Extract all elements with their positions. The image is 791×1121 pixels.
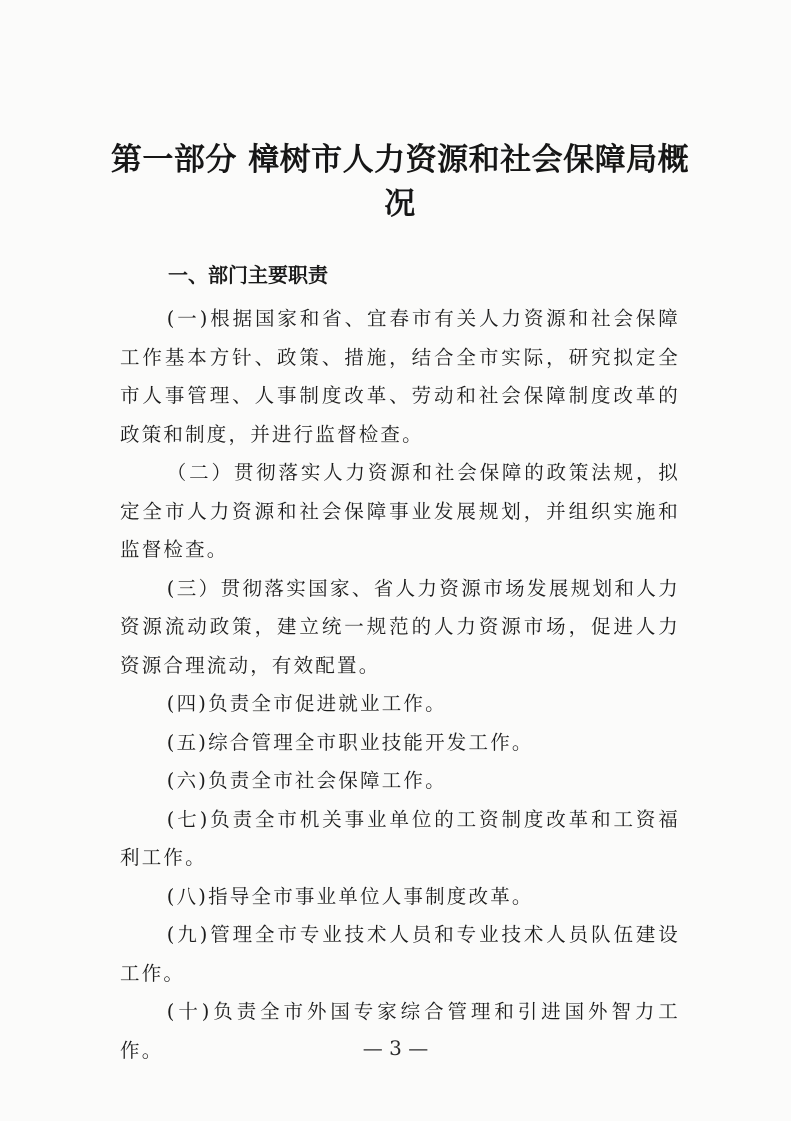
duty-item-5: (五)综合管理全市职业技能开发工作。 (166, 730, 534, 754)
page-number: — 3 — (362, 1036, 429, 1060)
duty-item-2: （二）贯彻落实人力资源和社会保障的政策法规，拟定全市人力资源和社会保障事业发展规划，并组织实施和监督检查。 (120, 461, 680, 561)
duty-item-3: (三）贯彻落实国家、省人力资源市场发展规划和人力资源流动政策，建立统一规范的人力资源市场，促进人力资源合理流动，有效配置。 (120, 576, 680, 677)
duty-item-7: (七)负责全市机关事业单位的工资制度改革和工资福利工作。 (120, 807, 680, 869)
duty-item-8: (八)指导全市事业单位人事制度改革。 (166, 884, 534, 908)
duty-item-10: (十)负责全市外国专家综合管理和引进国外智力工作。 (120, 1000, 680, 1062)
section-heading: 一、部门主要职责 (168, 263, 328, 287)
page-title: 第一部分 樟树市人力资源和社会保障局概况 (110, 142, 690, 222)
duty-item-6: (六)负责全市社会保障工作。 (166, 769, 447, 792)
duty-item-4: (四)负责全市促进就业工作。 (166, 692, 447, 715)
duty-item-9: (九)管理全市专业技术人员和专业技术人员队伍建设工作。 (120, 923, 680, 985)
duty-item-1: (一)根据国家和省、宜春市有关人力资源和社会保障工作基本方针、政策、措施，结合全市实际，研究拟定全市人事管理、人事制度改革、劳动和社会保障制度改革的政策和制度，并进行监督检查。 (120, 307, 680, 446)
duties-list (120, 300, 680, 1070)
